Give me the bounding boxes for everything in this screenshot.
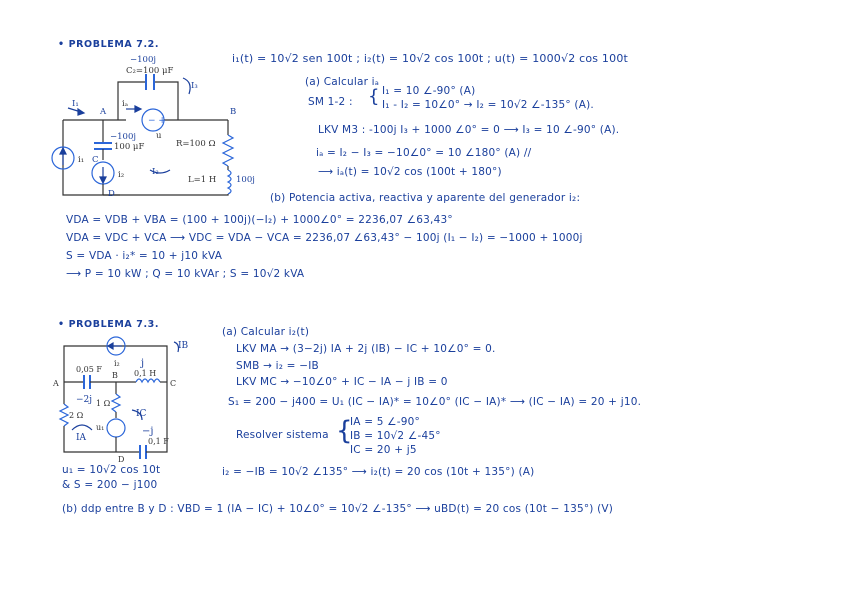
p72-part-b-heading: (b) Potencia activa, reactiva y aparente del generador i₂: [270, 192, 581, 204]
node-c: C [170, 379, 177, 388]
p72-b-line-4: ⟶ P = 10 kW ; Q = 10 kVAr ; S = 10√2 kVA [66, 268, 305, 280]
ia-label: IA [76, 433, 87, 443]
p72-ia-2: ⟶ iₐ(t) = 10√2 cos (100t + 180°) [318, 166, 502, 178]
p72-lkv: LKV M3 : -100j I₃ + 1000 ∠0° = 0 ⟶ I₃ = 10 ∠-90° (A). [318, 124, 620, 136]
p73-line-5: i₂ = −IB = 10√2 ∠135° ⟶ i₂(t) = 20 cos (10t + 135°) (A) [222, 466, 535, 478]
p72-source-definitions: i₁(t) = 10√2 sen 100t ; i₂(t) = 10√2 cos 100t ; u(t) = 1000√2 cos 100t [232, 52, 629, 65]
p73-result-1: IA = 5 ∠-90° [350, 416, 420, 428]
ia-label: iₐ [122, 99, 128, 109]
j-label: j [141, 358, 145, 369]
inductor-value: 100j [236, 175, 255, 185]
p72-b-line-3: S = VDA · i₂* = 10 + j10 kVA [66, 250, 223, 262]
p73-brace: { [336, 416, 353, 446]
u-source-sign: − + [148, 116, 166, 126]
p72-part-a-heading: (a) Calcular iₐ [305, 76, 380, 88]
cap-left-value: −100j [110, 132, 136, 142]
p73-given-2: & S = 200 − j100 [62, 479, 158, 491]
p73-line-3: LKV MC → −10∠0° + IC − IA − j IB = 0 [236, 376, 448, 388]
p72-ia-1: iₐ = I₂ − I₃ = −10∠0° = 10 ∠180° (A) // [316, 147, 532, 159]
inductor-label: L=1 H [188, 175, 217, 185]
p72-brace: { [368, 86, 380, 107]
cap-value: −2j [76, 395, 93, 405]
p73-result-3: IC = 20 + j5 [350, 444, 417, 456]
u-label: u [156, 131, 162, 141]
node-d: D [108, 189, 115, 199]
p72-sm-line-1: I₁ = 10 ∠-90° (A) [382, 85, 476, 97]
i3-label: I₃ [191, 81, 198, 91]
ib-label: IB [178, 341, 189, 351]
p72-sm-label: SM 1-2 : [308, 96, 353, 108]
node-a: A [100, 107, 107, 117]
resistor-label: R=100 Ω [176, 139, 216, 149]
p72-b-line-1: VDA = VDB + VBA = (100 + 100j)(−I₂) + 1000∠0° = 2236,07 ∠63,43° [66, 214, 453, 226]
cap-left-label: 100 μF [114, 142, 145, 152]
i2-loop-label: I₂ [152, 167, 159, 177]
p73-line-1: LKV MA → (3−2j) IA + 2j (IB) − IC + 10∠0° = 0. [236, 343, 496, 355]
i2-source-label: i₂ [114, 359, 120, 368]
r1-label: 1 Ω [96, 399, 111, 408]
p73-resolve-label: Resolver sistema [236, 429, 329, 441]
p73-given-1: u₁ = 10√2 cos 10t [62, 464, 161, 476]
i1-source-label: i₁ [78, 155, 85, 165]
p73-line-4: S₁ = 200 − j400 = U₁ (IC − IA)* = 10∠0° (IC − IA)* ⟶ (IC − IA) = 20 + j10. [228, 396, 642, 408]
node-b: B [230, 107, 237, 117]
node-d: D [118, 455, 125, 464]
problem-7-2-title: • PROBLEMA 7.2. [58, 39, 160, 50]
p73-result-2: IB = 10√2 ∠-45° [350, 430, 441, 442]
ic-label: IC [136, 409, 147, 419]
problem-7-3-title: • PROBLEMA 7.3. [58, 319, 160, 330]
node-c: C [92, 155, 99, 165]
cap-label: 0,05 F [76, 365, 102, 374]
node-a: A [53, 379, 59, 388]
p72-sm-line-2: I₁ - I₂ = 10∠0° → I₂ = 10√2 ∠-135° (A). [382, 99, 594, 111]
circuit-7-3 [52, 334, 197, 464]
node-b: B [112, 371, 118, 380]
p73-line-2: SMB → i₂ = −IB [236, 360, 319, 372]
i1-label: I₁ [72, 99, 79, 109]
cap-top-value: −100j [130, 55, 156, 65]
u1-label: u₁ [96, 423, 105, 432]
i2-source-label: i₂ [118, 170, 125, 180]
p73-part-b: (b) ddp entre B y D : VBD = 1 (IA − IC) + 10∠0° = 10√2 ∠-135° ⟶ uBD(t) = 20 cos (10t − 135°) (V) [62, 503, 614, 515]
inductor-label: 0,1 H [134, 369, 157, 378]
cap2-label: 0,1 F [148, 437, 169, 446]
minus-j-label: −j [142, 426, 154, 437]
circuit-7-2 [48, 50, 263, 210]
r2-label: 2 Ω [69, 411, 84, 420]
cap-top-label: C₂=100 μF [126, 66, 174, 76]
p73-part-a-heading: (a) Calcular i₂(t) [222, 326, 310, 338]
p72-b-line-2: VDA = VDC + VCA ⟶ VDC = VDA − VCA = 2236,07 ∠63,43° − 100j (I₁ − I₂) = −1000 + 1000j [66, 232, 583, 244]
